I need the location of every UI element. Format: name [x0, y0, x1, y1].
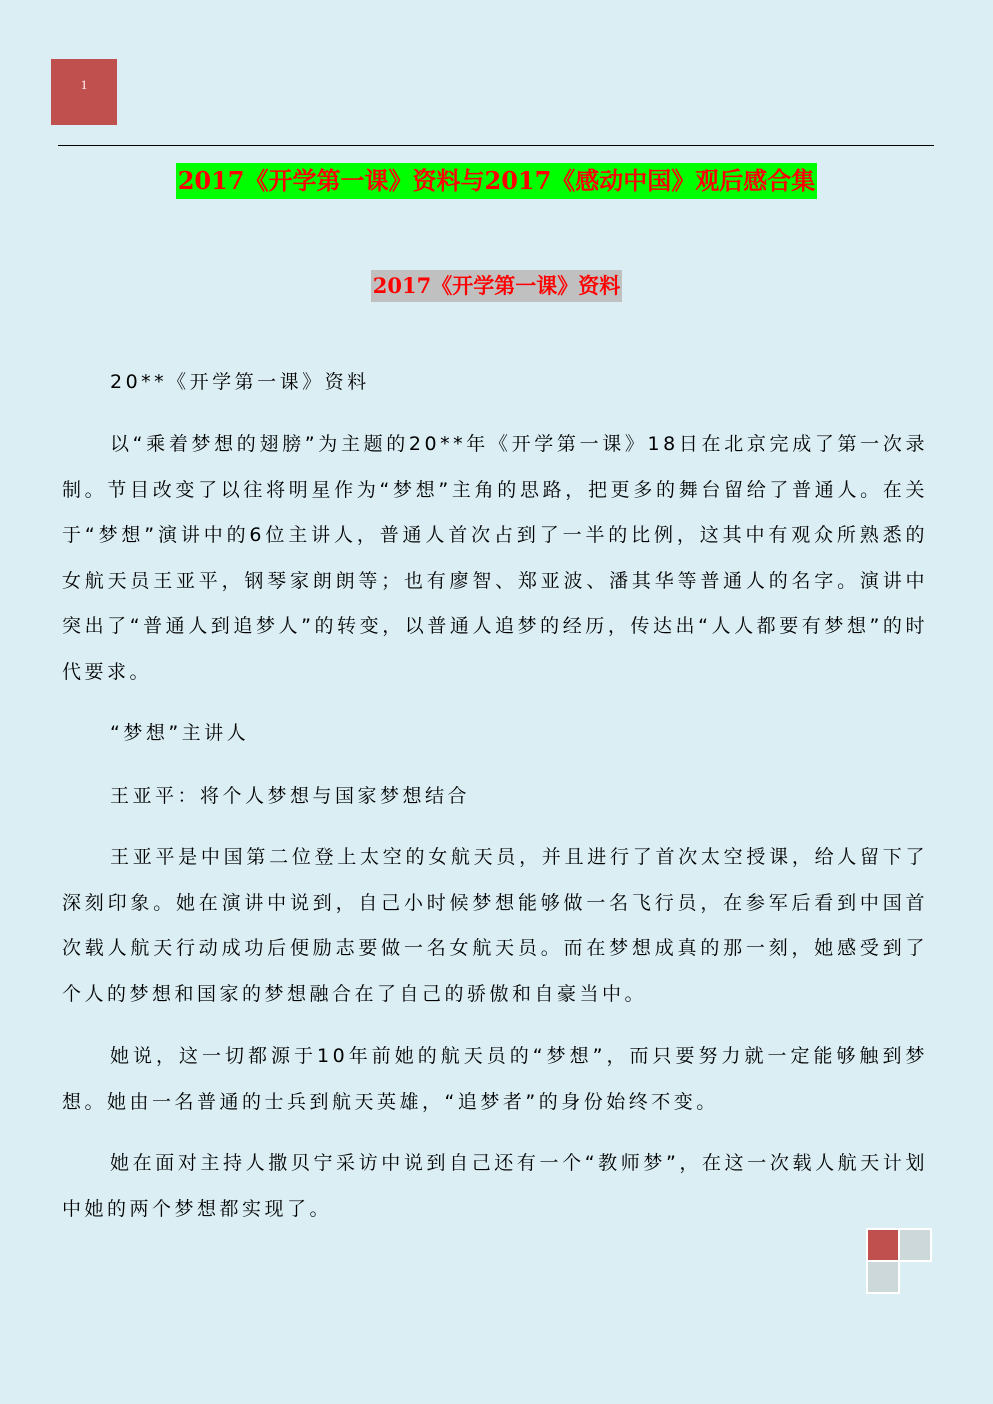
paragraph-speakers-heading: “梦想”主讲人: [110, 722, 250, 744]
paragraph-intro: 以“乘着梦想的翅膀”为主题的20**年《开学第一课》18日在北京完成了第一次录制。节目改变了以往将明星作为“梦想”主角的思路，把更多的舞台留给了普通人。在关于“梦想”演讲中的6位主讲人，普通人首次占到了一半的比例，这其中有观众所熟悉的女航天员王亚平，钢琴家朗朗等；也有廖智、郑亚波、潘其华等普通人的名字。演讲中突出了“普通人到追梦人”的转变，以普通人追梦的经历，传达出“人人都要有梦想”的时代要求。: [62, 433, 928, 683]
decorative-square-red: [866, 1228, 900, 1262]
document-title: 2017《开学第一课》资料与2017《感动中国》观后感合集: [176, 163, 818, 199]
decorative-square-grey: [866, 1260, 900, 1294]
paragraph-wang-yaping-heading: 王亚平：将个人梦想与国家梦想结合: [110, 785, 471, 807]
page-number-badge: [51, 59, 117, 125]
section-title-container: [0, 270, 993, 302]
section-title: 2017《开学第一课》资料: [371, 270, 622, 302]
decorative-squares: [866, 1228, 934, 1294]
header-divider: [58, 145, 934, 146]
paragraph-dream-source: 她说，这一切都源于10年前她的航天员的“梦想”，而只要努力就一定能够触到梦想。她由一名普通的士兵到航天英雄，“追梦者”的身份始终不变。: [62, 1045, 928, 1113]
paragraph-teacher-dream: 她在面对主持人撒贝宁采访中说到自己还有一个“教师梦”，在这一次载人航天计划中她的两个梦想都实现了。: [62, 1152, 928, 1220]
paragraph-heading-material: 20**《开学第一课》资料: [110, 371, 370, 393]
decorative-square-grey: [898, 1228, 932, 1262]
page-number: 1: [80, 77, 88, 92]
document-title-container: [0, 163, 993, 199]
paragraph-wang-yaping-bio: 王亚平是中国第二位登上太空的女航天员，并且进行了首次太空授课，给人留下了深刻印象。她在演讲中说到，自己小时候梦想能够做一名飞行员，在参军后看到中国首次载人航天行动成功后便励志要做一名女航天员。而在梦想成真的那一刻，她感受到了个人的梦想和国家的梦想融合在了自己的骄傲和自豪当中。: [62, 846, 928, 1005]
